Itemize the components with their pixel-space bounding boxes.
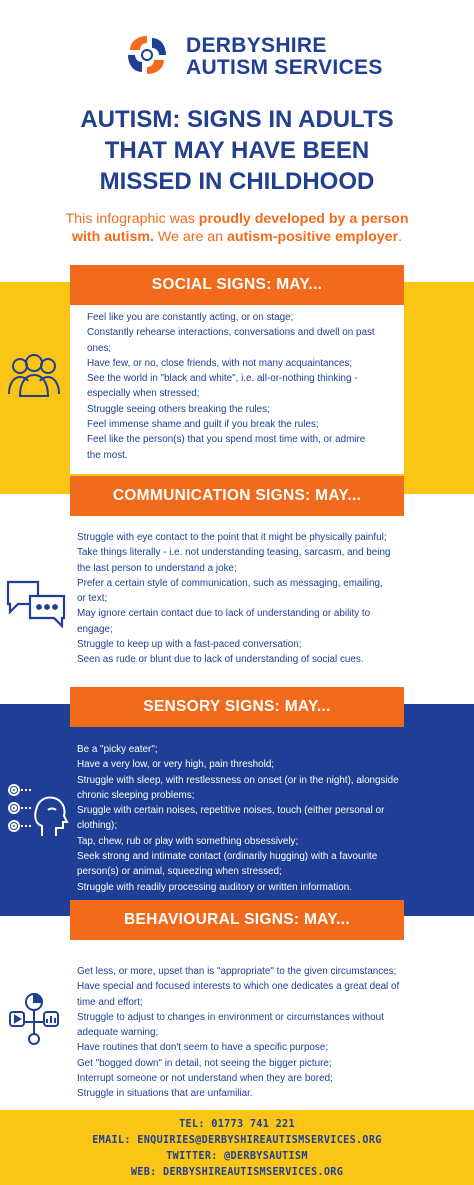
interests-tree-icon [6, 990, 62, 1046]
social-line: Constantly rehearse interactions, conversations and dwell on past [87, 327, 375, 339]
footer-email: EMAIL: ENQUIRIES@DERBYSHIREAUTISMSERVICES.ORG [92, 1135, 382, 1146]
footer-twitter: TWITTER: @DERBYSAUTISM [166, 1151, 308, 1162]
behavioural-line: Have special and focused interests to which one dedicates a great deal of [77, 981, 400, 993]
page-title [0, 104, 474, 197]
social-line: Struggle seeing others breaking the rules; [87, 403, 270, 415]
contact-footer [0, 1110, 474, 1185]
behavioural-line: Get "bogged down" in detail, not seeing the bigger picture; [77, 1057, 332, 1069]
intro-part1: This infographic was [65, 211, 199, 227]
communication-line: engage; [77, 623, 113, 635]
intro-part2: We are an [153, 229, 227, 245]
org-name-line1: DERBYSHIRE [186, 34, 327, 57]
sensory-line: Tap, chew, rub or play with something obsessively; [77, 835, 299, 847]
sensory-line: Seek strong and intimate contact (ordinarily hugging) with a favourite [77, 851, 378, 863]
social-heading: SOCIAL SIGNS: MAY... [70, 265, 404, 305]
communication-line: Struggle to keep up with a fast-paced conversation; [77, 639, 302, 651]
title-line1: AUTISM: SIGNS IN ADULTS [80, 106, 394, 133]
sensory-line: person(s) or animal, squeezing when stressed; [77, 866, 282, 878]
communication-list [77, 530, 390, 668]
title-line2: THAT MAY HAVE BEEN [104, 137, 370, 164]
sensory-line: chronic sleeping problems; [77, 789, 195, 801]
social-line: Feel like the person(s) that you spend most time with, or admire [87, 434, 366, 446]
behavioural-heading: BEHAVIOURAL SIGNS: MAY... [70, 900, 404, 940]
behavioural-line: Struggle to adjust to changes in environment or circumstances without [77, 1011, 384, 1023]
communication-line: the last person to understand a joke; [77, 562, 237, 574]
communication-line: Prefer a certain style of communication, such as messaging, emailing, [77, 577, 383, 589]
footer-web: WEB: DERBYSHIREAUTISMSERVICES.ORG [130, 1167, 344, 1178]
sensory-list [77, 742, 399, 895]
sensory-line: Sruggle with certain noises, repetitive noises, touch (either personal or [77, 805, 385, 817]
footer-tel: TEL: 01773 741 221 [179, 1119, 295, 1130]
behavioural-line: Get less, or more, upset than is "appropriate" to the given circumstances; [77, 966, 397, 977]
behavioural-line: adequate warning; [77, 1027, 159, 1039]
behavioural-line: Struggle in situations that are unfamiliar. [77, 1088, 253, 1100]
social-line: especially when stressed; [87, 388, 200, 400]
intro-bold1: proudly developed by a person [198, 211, 409, 227]
spiral-logo-icon [122, 30, 172, 80]
social-line: the most. [87, 449, 128, 461]
sensory-line: Struggle with readily processing auditory or written information. [77, 881, 352, 893]
chat-bubbles-icon [4, 578, 68, 628]
sensory-head-icon [6, 780, 70, 842]
communication-line: May ignore certain contact due to lack of understanding or ability to [77, 608, 371, 620]
behavioural-line: Have routines that don't seem to have a specific purpose; [77, 1042, 329, 1054]
social-line: Have few, or no, close friends, with not many acquaintances; [87, 357, 353, 369]
social-line: Feel like you are constantly acting, or on stage; [87, 312, 294, 323]
behavioural-list [77, 964, 399, 1102]
social-line: Feel immense shame and guilt if you break the rules; [87, 419, 319, 431]
behavioural-line: Interrupt someone or not understand when they are bored; [77, 1073, 333, 1085]
communication-line: or text; [77, 593, 108, 605]
sensory-line: clothing); [77, 820, 118, 832]
intro-part3: . [398, 229, 403, 245]
intro-text [30, 210, 444, 246]
social-list [87, 310, 375, 463]
intro-bold2: with autism. [71, 229, 154, 245]
people-group-icon [6, 350, 62, 400]
intro-bold3: autism-positive employer [227, 229, 399, 245]
communication-line: Seen as rude or blunt due to lack of understanding of social cues. [77, 654, 364, 666]
social-line: See the world in "black and white", i.e. all-or-nothing thinking - [87, 373, 358, 385]
behavioural-line: time and effort; [77, 996, 143, 1008]
communication-line: Take things literally - i.e. not understanding teasing, sarcasm, and being [77, 547, 391, 559]
sensory-line: Struggle with sleep, with restlessness on onset (or in the night), alongside [77, 774, 399, 786]
org-name-line2: AUTISM SERVICES [186, 56, 383, 79]
social-line: ones; [87, 342, 112, 354]
title-line3: MISSED IN CHILDHOOD [99, 168, 375, 195]
sensory-line: Be a "picky eater"; [77, 744, 158, 755]
sensory-heading: SENSORY SIGNS: MAY... [70, 687, 404, 727]
communication-line: Struggle with eye contact to the point that it might be physically painful; [77, 532, 387, 543]
communication-heading: COMMUNICATION SIGNS: MAY... [70, 476, 404, 516]
sensory-line: Have a very low, or very high, pain threshold; [77, 759, 275, 771]
